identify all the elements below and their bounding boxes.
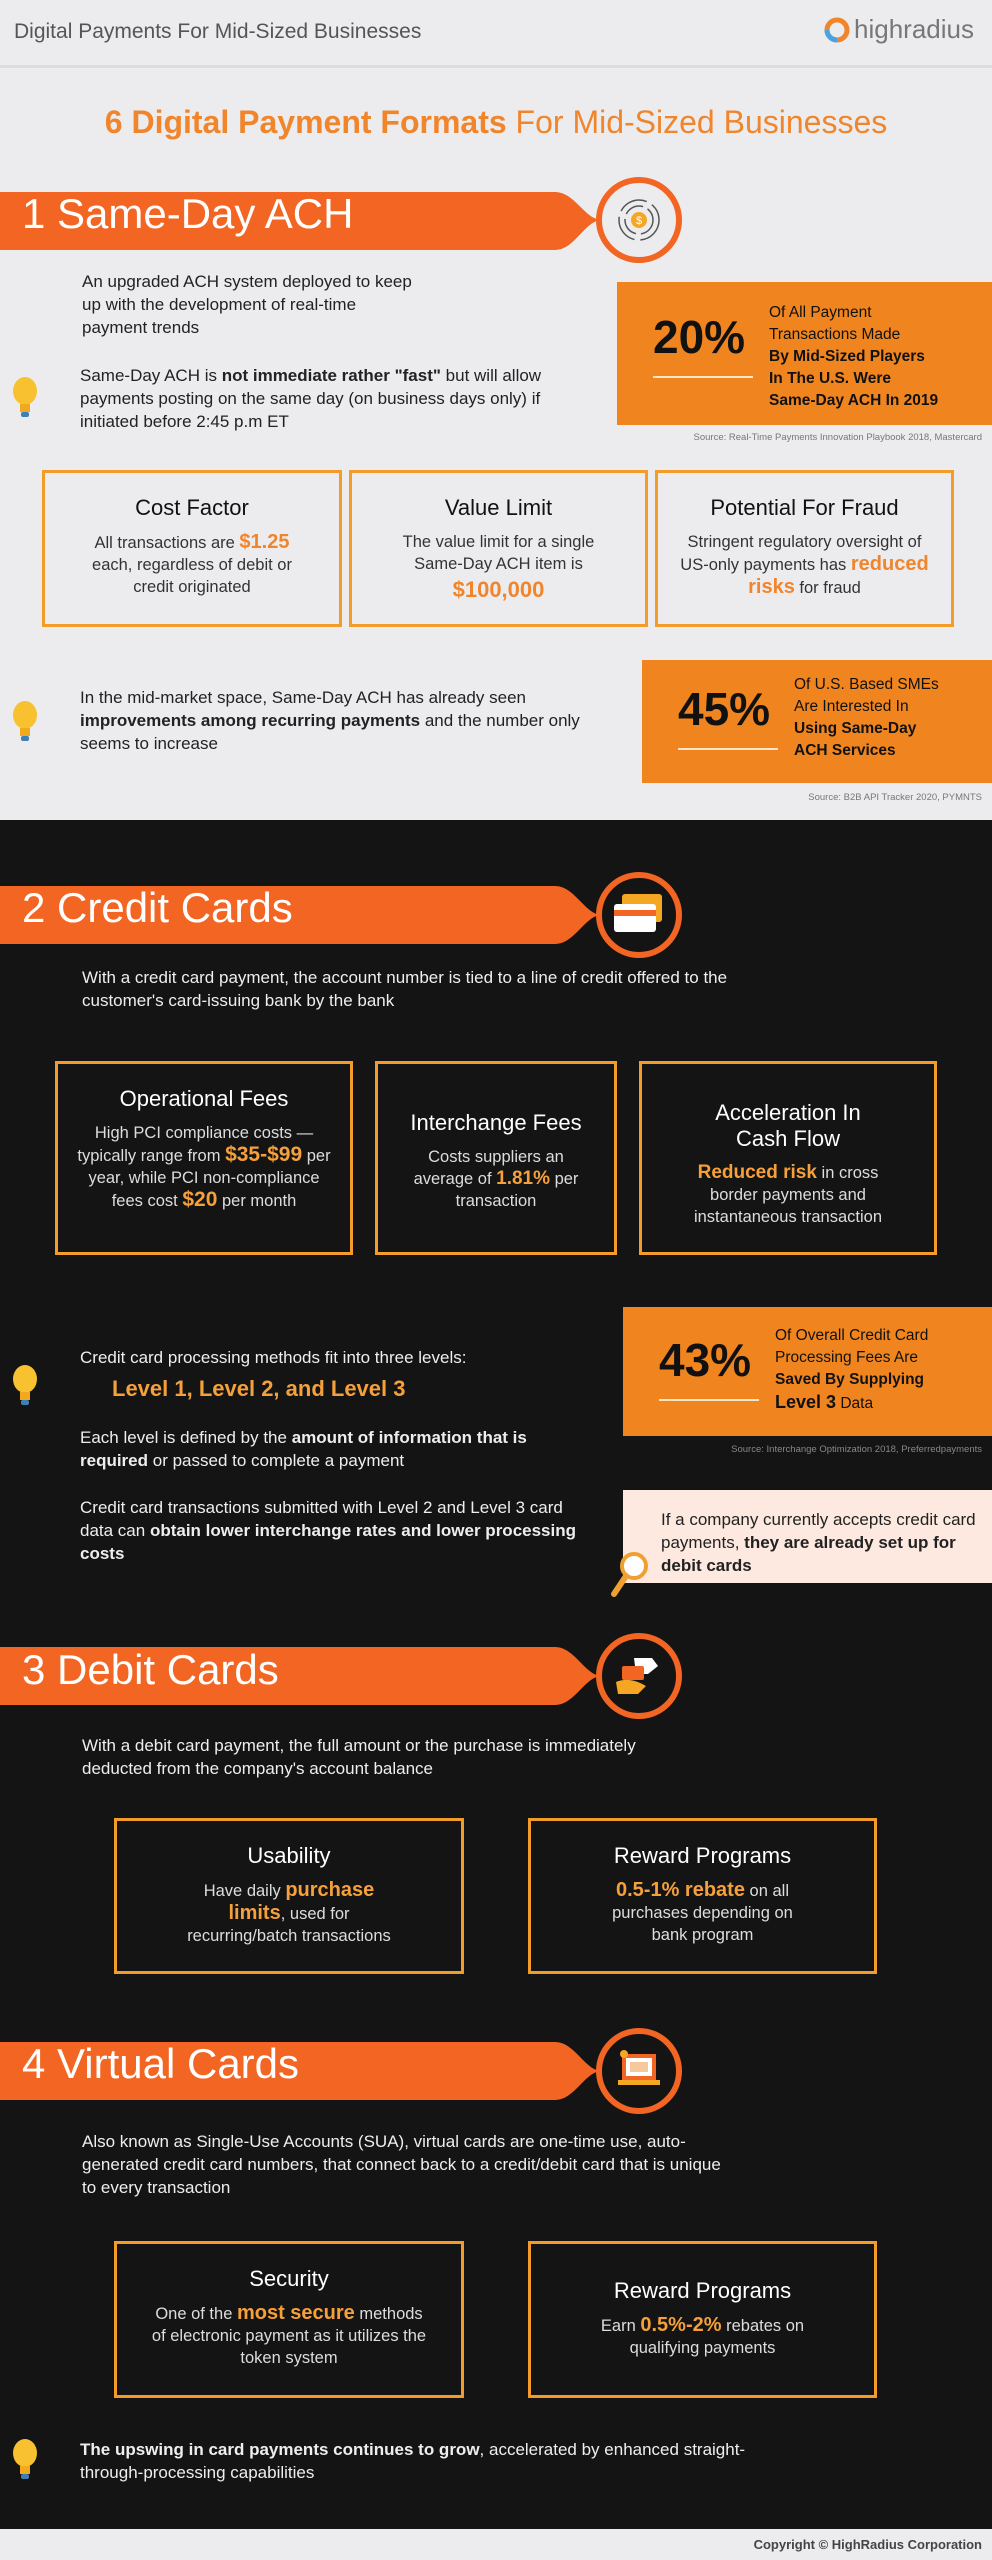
closing-note xyxy=(80,2438,800,2484)
stat-bold: Same-Day ACH In 2019 xyxy=(769,392,939,409)
card-text xyxy=(135,2302,443,2369)
text: per month xyxy=(217,1192,297,1210)
text: Stringent regulatory oversight of US-only payments has xyxy=(680,533,922,574)
stat-line: Processing Fees Are xyxy=(775,1349,919,1366)
levels-definition xyxy=(80,1426,590,1472)
card-text xyxy=(549,1879,856,1946)
stat-percent: 45% xyxy=(678,682,778,750)
card-reward-programs-debit xyxy=(528,1818,877,1974)
source-note: Source: Interchange Optimization 2018, Preferredpayments xyxy=(731,1444,982,1455)
highlight: purchase limits xyxy=(228,1879,375,1924)
text: methods of electronic payment as it utilizes the token system xyxy=(151,2305,427,2367)
card-security xyxy=(114,2241,464,2398)
levels-intro: Credit card processing methods fit into three levels: xyxy=(80,1348,467,1367)
source-note: Source: Real-Time Payments Innovation Playbook 2018, Mastercard xyxy=(693,432,982,443)
s1-note2 xyxy=(80,686,580,755)
stat-box-20 xyxy=(617,282,992,425)
text: rebates on qualifying payments xyxy=(629,2317,805,2357)
svg-text:$: $ xyxy=(635,215,643,227)
card-title: Reward Programs xyxy=(613,2278,792,2303)
stat-bold: By Mid-Sized Players xyxy=(769,348,925,365)
card-title: Operational Fees xyxy=(119,1086,289,1111)
text: Each level is defined by the xyxy=(80,1428,292,1447)
section-title: 1 Same-Day ACH xyxy=(22,190,354,237)
card-cash-flow xyxy=(639,1061,937,1255)
text: Earn xyxy=(600,2317,641,2335)
copyright: Copyright © HighRadius Corporation xyxy=(753,2537,982,2552)
header-title: Digital Payments For Mid-Sized Businesses xyxy=(14,20,422,43)
debit-note-box xyxy=(623,1490,992,1583)
text: or passed to complete a payment xyxy=(148,1451,405,1470)
lightbulb-icon xyxy=(12,700,38,746)
s2-intro: With a credit card payment, the account number is tied to a line of credit offered to the customer's card-issuing bank by the bank xyxy=(82,968,728,1010)
stat-line: Of Overall Credit Card xyxy=(775,1327,929,1344)
stat-percent: 43% xyxy=(659,1333,759,1401)
text: Credit card transactions submitted with Level 2 and Level 3 card data can xyxy=(80,1498,563,1540)
card-usability xyxy=(114,1818,464,1974)
note-text: but will allow payments posting on the same day (on business days only) if initiated before 2:45 p.m ET xyxy=(80,366,542,431)
magnifier-icon xyxy=(608,1548,652,1600)
stat-text xyxy=(775,1325,928,1415)
text: High PCI compliance costs — typically range from xyxy=(77,1124,314,1165)
text: each, regardless of debit or credit originated xyxy=(92,556,292,596)
text: on all purchases depending on bank program xyxy=(612,1882,793,1944)
highlight: 0.5-1% rebate xyxy=(616,1879,745,1901)
text: One of the xyxy=(155,2305,237,2323)
bold-text: obtain lower interchange rates and lower processing costs xyxy=(80,1521,576,1563)
s3-intro: With a debit card payment, the full amount or the purchase is immediately deducted from the company's account balance xyxy=(82,1736,636,1778)
card-text xyxy=(76,1122,332,1212)
card-title: Usability xyxy=(247,1843,331,1868)
card-title: Potential For Fraud xyxy=(710,495,899,520)
highlight: $35-$99 xyxy=(225,1143,303,1166)
page-title xyxy=(0,104,992,141)
levels-benefit xyxy=(80,1496,590,1565)
section-2-banner xyxy=(0,860,700,970)
title-bold: 6 Digital Payment Formats xyxy=(104,104,507,140)
top-bar xyxy=(0,0,992,68)
stat-line: Of All Payment xyxy=(769,304,872,321)
levels-highlight: Level 1, Level 2, and Level 3 xyxy=(112,1376,406,1401)
lightbulb-icon xyxy=(12,2438,38,2484)
text: In the mid-market space, Same-Day ACH has already seen xyxy=(80,688,526,707)
card-interchange-fees xyxy=(375,1061,617,1255)
stat-line: Transactions Made xyxy=(769,326,901,343)
card-text xyxy=(396,1146,596,1212)
dollar-cycle-icon xyxy=(614,195,664,245)
stat-text xyxy=(769,302,938,412)
card-fraud xyxy=(655,470,954,627)
bold-text: The upswing in card payments continues to grow xyxy=(80,2440,480,2459)
stat-text xyxy=(794,674,939,762)
section-3-banner xyxy=(0,1622,700,1732)
card-title: Acceleration In Cash Flow xyxy=(715,1100,861,1151)
card-text xyxy=(135,1879,443,1947)
source-note: Source: B2B API Tracker 2020, PYMNTS xyxy=(808,792,982,803)
card-cost-factor xyxy=(42,470,342,627)
laptop-card-icon xyxy=(614,2048,664,2094)
highlight: most secure xyxy=(236,2302,355,2324)
s4-intro: Also known as Single-Use Accounts (SUA), virtual cards are one-time use, auto-generated credit card numbers, that connect back to a credit/debit card that is unique to every transaction xyxy=(82,2132,721,2197)
section-title: 3 Debit Cards xyxy=(22,1646,279,1693)
text: per year, while PCI non-compliance fees cost xyxy=(88,1147,331,1210)
lightbulb-icon xyxy=(12,1364,38,1410)
footer xyxy=(0,2529,992,2560)
card-text xyxy=(549,2314,856,2359)
card-text xyxy=(370,531,627,601)
highlight: $20 xyxy=(182,1188,218,1211)
highlight: $100,000 xyxy=(452,577,545,602)
text: The value limit for a single Same-Day ACH item is xyxy=(402,533,595,573)
highlight: $1.25 xyxy=(239,531,290,553)
card-value-limit xyxy=(349,470,648,627)
s1-note xyxy=(80,364,580,433)
stat-box-43 xyxy=(623,1307,992,1436)
card-text xyxy=(676,531,933,599)
text: for fraud xyxy=(794,579,861,597)
bold-text: they are already set up for debit cards xyxy=(661,1533,956,1575)
text: If a company currently accepts credit card payments, xyxy=(661,1510,976,1552)
stat-bold: Saved By Supplying xyxy=(775,1371,925,1388)
section-title: 4 Virtual Cards xyxy=(22,2040,300,2087)
stat-bold: Level 3 xyxy=(775,1392,837,1412)
card-title: Cost Factor xyxy=(135,495,249,520)
bold-text: amount of information that is required xyxy=(80,1428,527,1470)
card-text xyxy=(63,531,321,598)
text: , used for recurring/batch transactions xyxy=(187,1905,391,1945)
card-title: Value Limit xyxy=(444,495,553,520)
stat-bold: Using Same-Day xyxy=(794,720,917,737)
credit-card-icon xyxy=(612,892,666,936)
card-text xyxy=(660,1162,916,1228)
stat-bold: In The U.S. Were xyxy=(769,370,892,387)
stat-box-45 xyxy=(642,660,992,783)
section-1-banner xyxy=(0,166,700,276)
text: in cross border payments and instantaneous transaction xyxy=(693,1164,883,1226)
card-title: Security xyxy=(249,2266,329,2291)
highlight: 0.5%-2% xyxy=(640,2314,722,2336)
lightbulb-icon xyxy=(12,376,38,422)
hand-card-icon xyxy=(614,1652,664,1698)
text: All transactions are xyxy=(94,534,240,552)
text: per transaction xyxy=(455,1170,579,1210)
section-title: 2 Credit Cards xyxy=(22,884,293,931)
logo-ring-icon xyxy=(822,15,852,45)
highradius-logo[interactable] xyxy=(822,14,974,45)
stat-line: Are Interested In xyxy=(794,698,909,715)
highlight: Reduced risk xyxy=(697,1162,817,1183)
stat-percent: 20% xyxy=(653,310,753,378)
bold-text: improvements among recurring payments xyxy=(80,711,421,730)
s1-intro: An upgraded ACH system deployed to keep up with the development of real-time payment trends xyxy=(82,272,412,337)
highlight: reduced risks xyxy=(748,553,929,598)
card-reward-programs-virtual xyxy=(528,2241,877,2398)
title-rest: For Mid-Sized Businesses xyxy=(506,104,888,140)
highlight: 1.81% xyxy=(496,1168,550,1189)
text: , accelerated by enhanced straight-through-processing capabilities xyxy=(80,2440,746,2482)
text: and the number only seems to increase xyxy=(80,711,580,753)
note-text: Same-Day ACH is xyxy=(80,366,222,385)
section-4-banner xyxy=(0,2016,700,2126)
stat-line: Data xyxy=(836,1395,874,1412)
card-title: Interchange Fees xyxy=(410,1110,582,1135)
logo-text: highradius xyxy=(854,14,974,44)
card-operational-fees xyxy=(55,1061,353,1255)
text: Costs suppliers an average of xyxy=(413,1148,564,1188)
card-title: Reward Programs xyxy=(613,1843,792,1868)
stat-line: Of U.S. Based SMEs xyxy=(794,676,939,693)
stat-bold: ACH Services xyxy=(794,742,896,759)
note-bold: not immediate rather "fast" xyxy=(221,366,441,385)
text: Have daily xyxy=(203,1882,286,1900)
